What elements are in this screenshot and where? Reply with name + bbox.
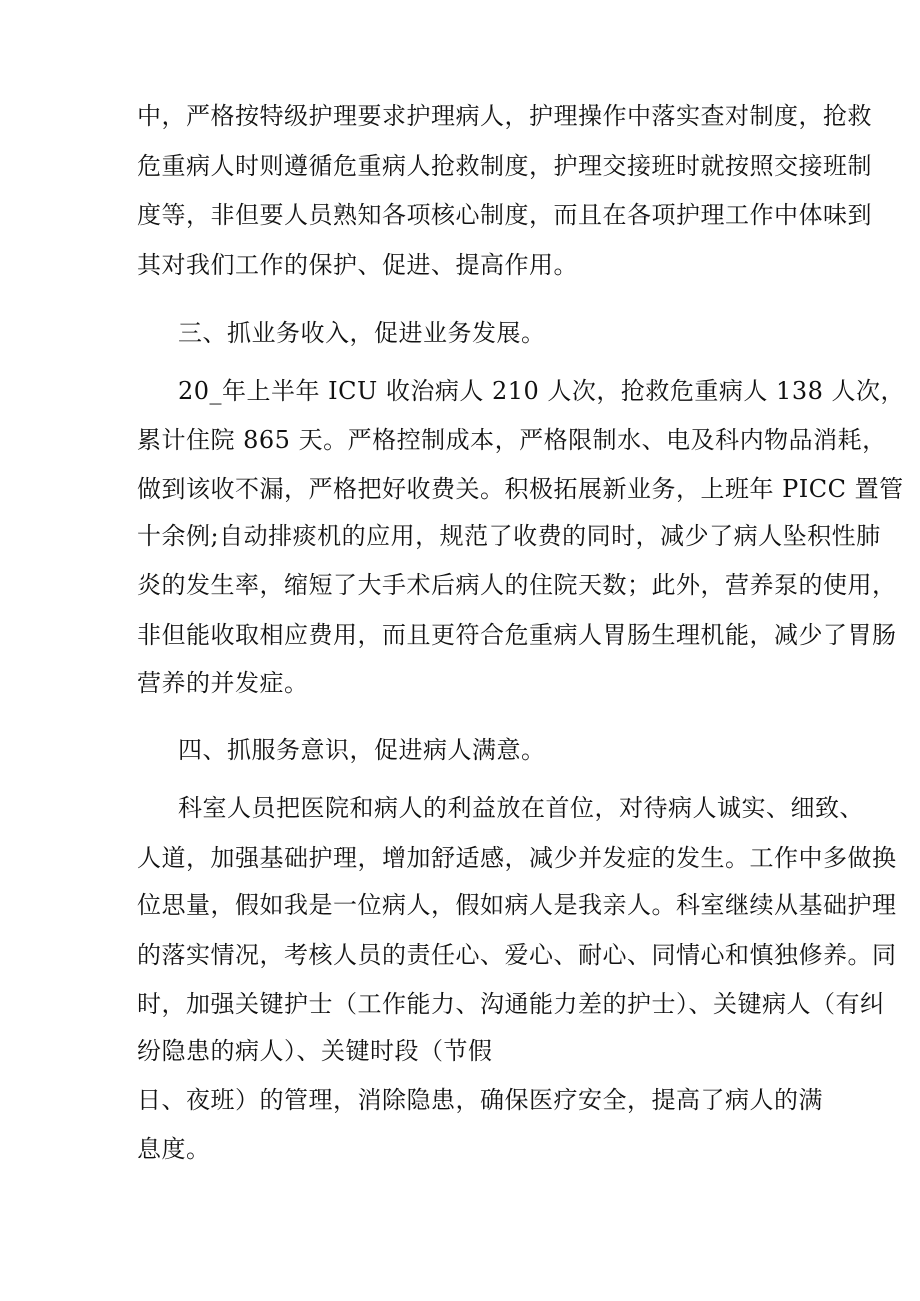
text-line: 日、夜班）的管理，消除隐患，确保医疗安全，提高了病人的满 [137, 1086, 823, 1114]
text-line: 其对我们工作的保护、促进、提高作用。 [137, 251, 578, 279]
text-line: 累计住院 865 天。严格控制成本，严格限制水、电及科内物品消耗， [137, 426, 887, 454]
text-line: 科室人员把医院和病人的利益放在首位，对待病人诚实、细致、 [178, 794, 864, 822]
text-line: 20_年上半年 ICU 收治病人 210 人次，抢救危重病人 138 人次， [178, 377, 905, 405]
text-line: 时，加强关键护士（工作能力、沟通能力差的护士）、关键病人（有纠 [137, 990, 885, 1018]
section-heading: 四、抓服务意识，促进病人满意。 [178, 736, 546, 764]
text-line: 息度。 [137, 1135, 211, 1163]
text-line: 纷隐患的病人）、关键时段（节假 [137, 1037, 493, 1065]
text-line: 炎的发生率，缩短了大手术后病人的住院天数；此外，营养泵的使用， [137, 571, 897, 599]
text-line: 中，严格按特级护理要求护理病人，护理操作中落实查对制度，抢救 [137, 102, 872, 130]
text-line: 危重病人时则遵循危重病人抢救制度，护理交接班时就按照交接班制 [137, 152, 872, 180]
text-line: 非但能收取相应费用，而且更符合危重病人胃肠生理机能，减少了胃肠 [137, 621, 897, 649]
text-line: 的落实情况，考核人员的责任心、爱心、耐心、同情心和慎独修养。同 [137, 941, 897, 969]
text-line: 度等，非但要人员熟知各项核心制度，而且在各项护理工作中体味到 [137, 201, 872, 229]
text-line: 人道，加强基础护理，增加舒适感，减少并发症的发生。工作中多做换 [137, 844, 897, 872]
text-line: 营养的并发症。 [137, 669, 309, 697]
text-line: 十余例;自动排痰机的应用，规范了收费的同时，减少了病人坠积性肺 [137, 522, 881, 550]
text-line: 做到该收不漏，严格把好收费关。积极拓展新业务，上班年 PICC 置管 [137, 475, 904, 503]
section-heading: 三、抓业务收入，促进业务发展。 [178, 319, 546, 347]
text-line: 位思量，假如我是一位病人，假如病人是我亲人。科室继续从基础护理 [137, 891, 897, 919]
